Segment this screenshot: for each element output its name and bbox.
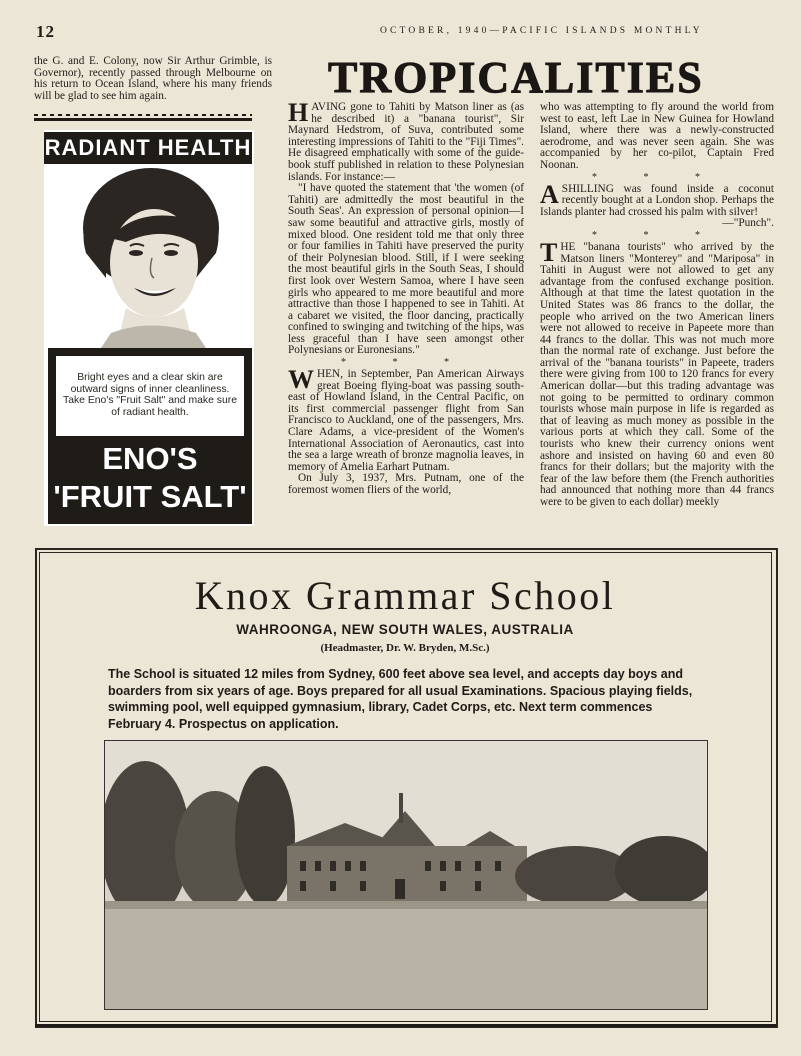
section-stars: * * *	[592, 171, 722, 183]
left-column-paragraph: the G. and E. Colony, now Sir Arthur Grimble, is Governor), recently passed through Melbourne on his return to Ocean Island, where his many friends will be glad to see him again.	[34, 55, 272, 102]
drop-cap: A	[540, 179, 559, 209]
tropicalities-middle-column	[288, 98, 524, 497]
item2-paragraph-2: On July 3, 1937, Mrs. Putnam, one of the foremost women fliers of the world,	[288, 472, 524, 496]
column-title: TROPICALITIES	[328, 53, 704, 102]
eno-brand-line-2: 'FRUIT SALT'	[53, 479, 247, 514]
eno-brand	[48, 440, 252, 516]
woman-portrait-illustration	[66, 158, 236, 348]
eno-headline: RADIANT HEALTH	[44, 132, 252, 164]
drop-cap: H	[288, 98, 309, 127]
tropicalities-right-column	[540, 102, 774, 509]
item1-paragraph-2: "I have quoted the statement that 'the women (of Tahiti) are admittedly the most beautiful in the South Seas'. An expression of personal opinion—I saw some beautiful and attractive girls, mostly of mixed blood. One resident told me that only three or four families in Tahiti have preserved the purity of their Polynesian blood. Still, if I were seeking the most beautiful girls in the South Seas, I should first look over Western Samoa, where I have seen girls who appeared to me more beautiful and more attractive than those I happened to see in Tahiti. At a cabaret we visited, the floor dancing, practically confined to swinging and twitching of the hips, was less graceful than I have seen amongst other Polynesians or Euronesians."	[288, 182, 524, 357]
item2-paragraph-1: HEN, in September, Pan American Airways great Boeing flying-boat was passing south-east of Howland Island, in the Central Pacific, on its first commercial passenger flight from San Francisco to Auckland, one of the passengers, Mrs. Clare Adams, a vice-president of the Women's International Association of Aeronautics, cast into the sea a large wreath of bronze magnolia leaves, in memory of Amelia Earhart Putnam.	[288, 368, 524, 473]
bottom-rule	[35, 1024, 776, 1027]
right-paragraph-1: who was attempting to fly around the world from west to east, left Lae in New Guinea for Howland Island, where there was a newly-constructed aerodrome, and was never seen again. She was accompanied by her co-pilot, Captain Fred Noonan.	[540, 101, 774, 171]
section-stars: * * *	[592, 229, 722, 241]
left-column-text	[34, 56, 272, 102]
drop-cap: W	[288, 365, 314, 395]
drop-cap: T	[540, 237, 558, 267]
page-number: 12	[36, 22, 55, 41]
knox-location: WAHROONGA, NEW SOUTH WALES, AUSTRALIA	[236, 622, 574, 637]
item4-paragraph: HE "banana tourists" who arrived by the Matson liners "Monterey" and "Mariposa" in Tahiti in August were not allowed to get any advantage from the confused exchange position. Although at that time the latest quotation in the United States was 86 francs to the dollar, the people who arrived on the two American liners were not allowed to receive in Papeete more than 44 francs to the dollar. This was not much more than the normal rate of exchange. Just before the arrival of the "banana tourists" in Papeete, traders there were giving from 100 to 120 francs for every American dollar—but this trading advantage was not going to be permitted to ordinary common tourists whose main purpose in life is regarded as that of leaving as much money as possible in the various ports at which they call. Some of the tourists who knew their currency onions went ashore and insisted on having 60 and even 80 francs for their dollars; but the majority with the fear of the law before them (the French authorities had announced that nothing more than 44 francs were to be given to each dollar) meekly	[540, 240, 774, 508]
knox-headmaster: (Headmaster, Dr. W. Bryden, M.Sc.)	[320, 642, 490, 654]
item1-paragraph-1: AVING gone to Tahiti by Matson liner as (as he described it) a "banana tourist", Sir Maynard Hedstrom, of Suva, contributed some interesting impressions of Tahiti to the "Fiji Times". He disagreed emphatically with some of the guide-book stuff published in relation to these Polynesian islands. For instance:—	[288, 101, 524, 183]
eno-body-text: Bright eyes and a clear skin are outward signs of inner cleanliness. Take Eno's "Fruit Salt" and make sure of radiant health.	[63, 372, 237, 418]
section-stars: * * *	[341, 357, 471, 369]
knox-body-text: The School is situated 12 miles from Sydney, 600 feet above sea level, and accepts day boys and boarders from six years of age. Boys prepared for all usual Examinations. Spacious playing fields, swimming pool, well equipped gymnasium, library, Cadet Corps, etc. Next term commences February 4. Prospectus on application.	[108, 667, 693, 731]
knox-title: Knox Grammar School	[194, 573, 616, 618]
item3-paragraph: SHILLING was found inside a coconut recently bought at a London shop. Perhaps the Islands planter had crossed his palm with silver!	[540, 182, 774, 218]
running-head: OCTOBER, 1940—PACIFIC ISLANDS MONTHLY	[380, 26, 703, 36]
eno-brand-line-1: ENO'S	[102, 441, 198, 476]
item3-source: —"Punch".	[722, 217, 774, 230]
school-photograph	[104, 740, 708, 1010]
column-divider-rule	[34, 118, 252, 125]
